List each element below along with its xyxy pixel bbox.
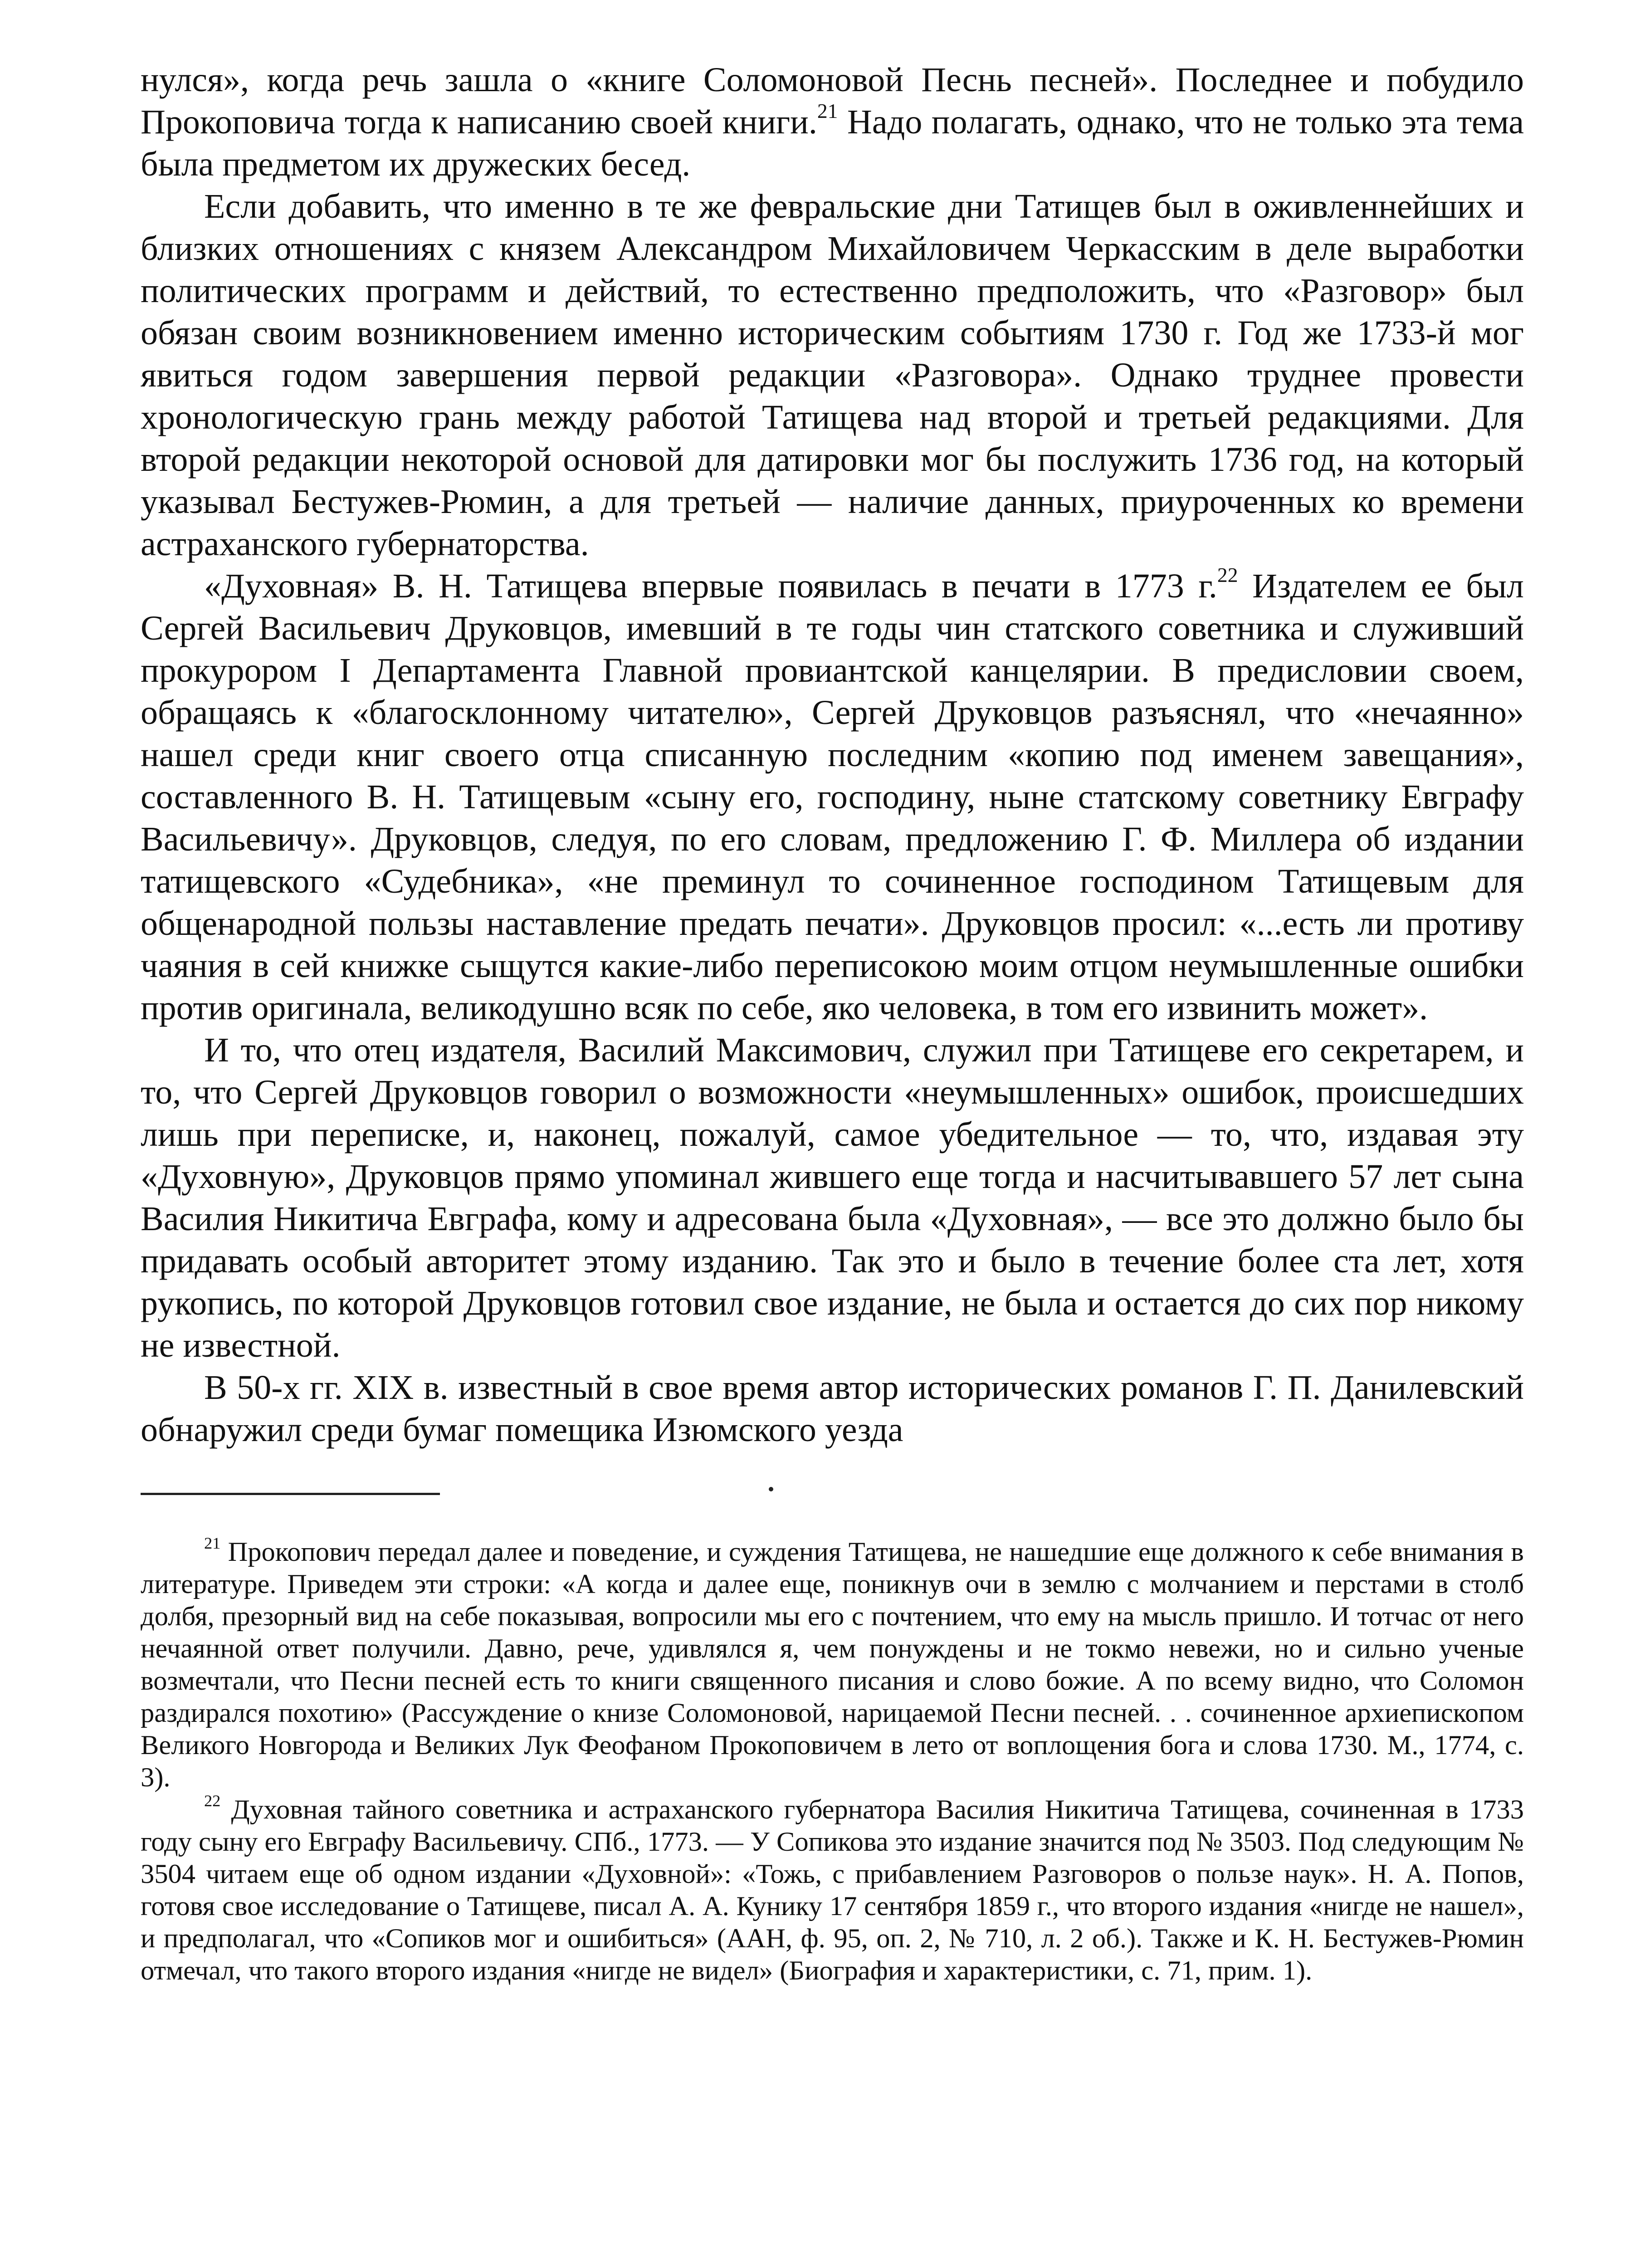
- book-page: [141, 59, 1524, 2268]
- footnote-21: [141, 1536, 1524, 1794]
- paragraph-1: [141, 59, 1524, 186]
- footnotes: [141, 1536, 1524, 1987]
- footnote-mark: 21: [204, 1534, 221, 1552]
- footnote-text: Духовная тайного советника и астраханского губернатора Василия Никитича Татищева, сочиненная в 1733 году сыну его Евграфу Васильевичу. СПб., 1773. — У Сопикова это издание значится под № 3503. Под следующим № 3504 читаем еще об одном издании «Духовной»: «Тожь, с прибавлением Разговоров о пользе наук». Н. А. Попов, готовя свое исследование о Татищеве, писал А. А. Кунику 17 сентября 1859 г., что второго издания «нигде не нашел», и предполагал, что «Сопиков мог и ошибиться» (ААН, ф. 95, оп. 2, № 710, л. 2 об.). Также и К. Н. Бестужев-Рюмин отмечал, что такого второго издания «нигде не видел» (Биография и характеристики, с. 71, прим. 1).: [141, 1794, 1524, 1986]
- paragraph-text: нулся», когда речь зашла о «книге Соломоновой Песнь песней». Последнее и побудило Прокоповича тогда к написанию своей книги.: [141, 61, 1524, 141]
- paragraph-2: [141, 186, 1524, 565]
- paragraph-text-after: Издателем ее был Сергей Васильевич Друковцов, имевший в те годы чин статского советника и служивший прокурором I Департамента Главной провиантской канцелярии. В предисловии своем, обращаясь к «благосклонному читателю», Сергей Друковцов разъяснял, что «нечаянно» нашел среди книг своего отца списанную последним «копию под именем завещания», составленного В. Н. Татищевым «сыну его, господину, ныне статскому советнику Евграфу Васильевичу». Друковцов, следуя, по его словам, предложению Г. Ф. Миллера об издании татищевского «Судебника», «не преминул то сочиненное господином Татищевым для общенародной пользы наставление предать печати». Друковцов просил: «...есть ли противу чаяния в сей книжке сыщутся какие-либо переписокою моим отцом неумышленные ошибки против оригинала, великодушно всяк по себе, яко человека, в том его извинить может».: [141, 567, 1524, 1027]
- separator-dot: [769, 1487, 773, 1491]
- footnote-ref-22: 22: [1217, 563, 1238, 587]
- footnote-separator: [141, 1493, 440, 1495]
- paragraph-text-after: Надо полагать, однако, что не только эта тема была предметом их дружеских бесед.: [141, 103, 1524, 183]
- paragraph-text: «Духовная» В. Н. Татищева впервые появилась в печати в 1773 г.: [204, 567, 1217, 605]
- paragraph-text: Если добавить, что именно в те же февральские дни Татищев был в оживленнейших и близких отношениях с князем Александром Михайловичем Черкасским в деле выработки политических программ и действий, то естественно предположить, что «Разговор» был обязан своим возникновением именно историческим событиям 1730 г. Год же 1733-й мог явиться годом завершения первой редакции «Разговора». Однако труднее провести хронологическую грань между работой Татищева над второй и третьей редакциями. Для второй редакции некоторой основой для датировки мог бы послужить 1736 год, на который указывал Бестужев-Рюмин, а для третьей — наличие данных, приуроченных ко времени астраханского губернаторства.: [141, 187, 1524, 563]
- paragraph-text: И то, что отец издателя, Василий Максимович, служил при Татищеве его секретарем, и то, что Сергей Друковцов говорил о возможности «неумышленных» ошибок, происшедших лишь при переписке, и, наконец, пожалуй, самое убедительное — то, что, издавая эту «Духовную», Друковцов прямо упоминал жившего еще тогда и насчитывавшего 57 лет сына Василия Никитича Евграфа, кому и адресована была «Духовная», — все это должно было бы придавать особый авторитет этому изданию. Так это и было в течение более ста лет, хотя рукопись, по которой Друковцов готовил свое издание, не была и остается до сих пор никому не известной.: [141, 1031, 1524, 1364]
- paragraph-text: В 50-х гг. XIX в. известный в свое время автор исторических романов Г. П. Данилевский обнаружил среди бумаг помещика Изюмского уезда: [141, 1369, 1524, 1449]
- paragraph-3: [141, 565, 1524, 1029]
- footnote-text: Прокопович передал далее и поведение, и суждения Татищева, не нашедшие еще должного к себе внимания в литературе. Приведем эти строки: «А когда и далее еще, поникнув очи в землю с молчанием и перстами в столб долбя, презорный вид на себе показывая, вопросили мы его с почтением, что ему на мысль пришло. И тотчас от него нечаянной ответ получили. Давно, рече, удивлялся я, чем понуждены и не токмо невежи, но и сильно ученые возмечтали, что Песни песней есть то книги священного писания и слово божие. А по всему видно, что Соломон раздирался похотию» (Рассуждение о книзе Соломоновой, нарицаемой Песни песней. . . сочиненное архиепископом Великого Новгорода и Великих Лук Феофаном Прокоповичем в лето от воплощения бога и слова 1730. М., 1774, с. 3).: [141, 1537, 1524, 1793]
- paragraph-5: [141, 1367, 1524, 1451]
- footnote-22: [141, 1791, 1524, 1987]
- main-text: [141, 59, 1524, 1451]
- footnote-mark: 22: [204, 1791, 221, 1810]
- footnote-ref-21: 21: [817, 99, 838, 122]
- paragraph-4: [141, 1029, 1524, 1367]
